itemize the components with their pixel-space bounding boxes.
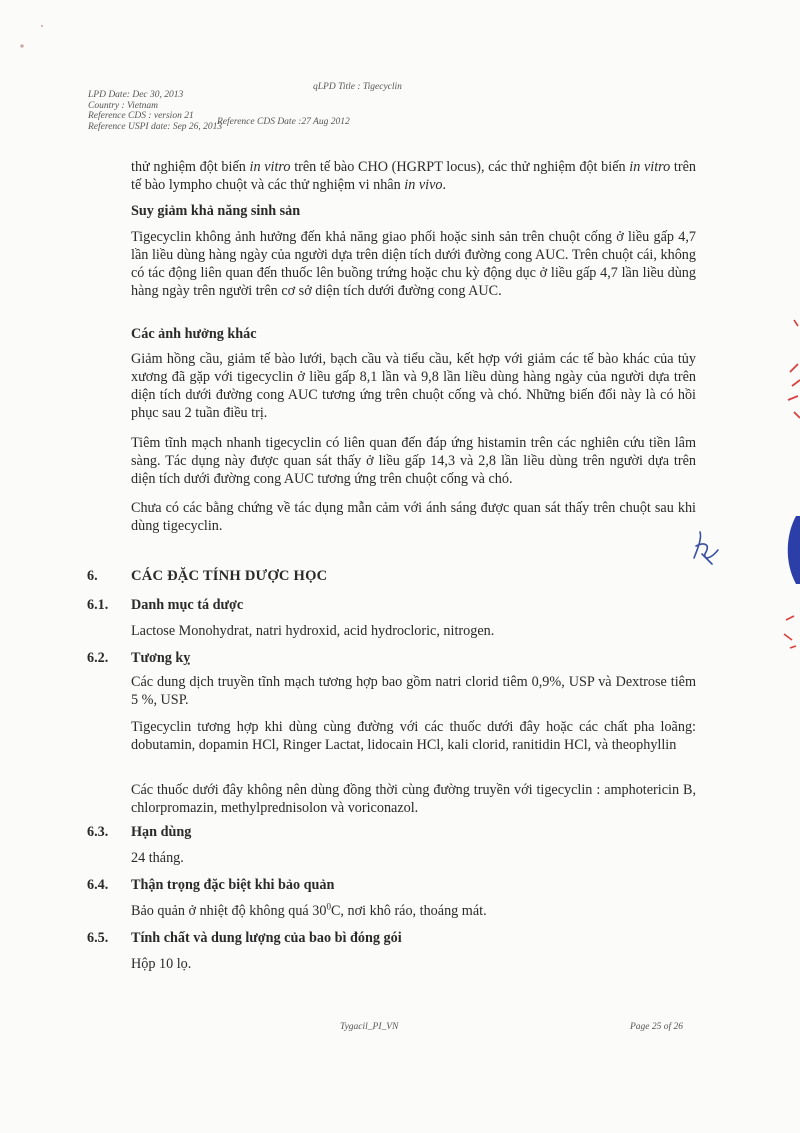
section-6-5-text: Hộp 10 lọ. (131, 956, 192, 972)
other-effects-paragraph-3: Chưa có các bằng chứng về tác dụng mẫn cảm với ánh sáng được quan sát thấy trên chuột sau khi dùng tigecyclin. (131, 500, 696, 534)
header-meta (88, 90, 222, 132)
intro-italic-1: in vitro (249, 159, 291, 175)
storage-text-a: Bảo quản ở nhiệt độ không quá 30 (131, 903, 327, 919)
section-6-2-paragraph-2: Tigecyclin tương hợp khi dùng cùng đường với các thuốc dưới đây hoặc các chất pha loãng: dobutamin, dopamin HCl, Ringer Lactat, lidocain HCl, kali clorid, ranitidin HCl, và theophyllin (131, 719, 696, 753)
intro-text-2: trên tế bào CHO (HGRPT locus), các thử nghiệm đột biến (290, 159, 630, 175)
intro-italic-2: in vitro (629, 159, 671, 175)
scan-speck (0, 0, 60, 60)
section-6-3-number: 6.3. (87, 824, 109, 840)
section-6-number: 6. (87, 568, 98, 584)
section-6-3-text: 24 tháng. (131, 850, 184, 866)
other-effects-paragraph-1: Giảm hồng cầu, giảm tế bào lưới, bạch cầu và tiểu cầu, kết hợp với giảm các tế bào khác của tủy xương đã gặp với tigecyclin ở liều gấp 8,1 lần và 9,8 lần liều dùng hàng ngày của người dựa trên diện tích dưới đường cong AUC tương ứng trên chuột cống và chó. Những biến đổi này là có hồi phục sau 2 tuần điều trị. (131, 351, 696, 421)
intro-italic-3: in vivo (404, 177, 443, 193)
storage-text-b: C, nơi khô ráo, thoáng mát. (330, 903, 487, 919)
section-6-title: CÁC ĐẶC TÍNH DƯỢC HỌC (131, 568, 328, 584)
section-6-5-number: 6.5. (87, 930, 109, 946)
intro-paragraph (131, 158, 696, 194)
lpd-date: LPD Date: Dec 30, 2013 (88, 90, 184, 100)
section-6-2-paragraph-1: Các dung dịch truyền tĩnh mạch tương hợp bao gồm natri clorid tiêm 0,9%, USP và Dextrose tiêm 5 %, USP. (131, 674, 696, 708)
footer-page-number: Page 25 of 26 (630, 1022, 684, 1032)
reference-cds: Reference CDS : version 21 (88, 111, 194, 121)
section-6-2-title: Tương kỵ (131, 650, 191, 666)
section-6-2-number: 6.2. (87, 650, 109, 666)
section-6-2-paragraph-3: Các thuốc dưới đây không nên dùng đồng thời cùng đường truyền với tigecyclin : amphotericin B, chlorpromazin, methylprednisolon và voriconazol. (131, 782, 696, 816)
intro-text-4: . (442, 177, 447, 193)
other-effects-heading: Các ảnh hưởng khác (131, 326, 257, 342)
intro-text-3: trên tế bào lympho chuột và các thử nghiệm vi nhân (131, 159, 696, 193)
section-6-1-text: Lactose Monohydrat, natri hydroxid, acid hydrocloric, nitrogen. (131, 623, 495, 639)
stamp-fragment-marks (760, 300, 800, 670)
other-effects-paragraph-2: Tiêm tĩnh mạch nhanh tigecyclin có liên quan đến đáp ứng histamin trên các nghiên cứu tiền lâm sàng. Tác dụng này được quan sát thấy ở liều gấp 14,3 và 2,8 lần liều dùng trên người dựa trên diện tích dưới đường cong AUC tương ứng trên chuột cống và chó. (131, 435, 696, 487)
section-6-5-title: Tính chất và dung lượng của bao bì đóng gói (131, 930, 402, 946)
storage-degree: 0 (326, 901, 331, 912)
fertility-heading: Suy giảm khả năng sinh sản (131, 203, 301, 219)
section-6-1-number: 6.1. (87, 597, 109, 613)
header-title: qLPD Title : Tigecyclin (313, 82, 402, 92)
reference-cds-date: Reference CDS Date :27 Aug 2012 (217, 117, 350, 127)
fertility-paragraph: Tigecyclin không ảnh hưởng đến khả năng giao phối hoặc sinh sản trên chuột cống ở liều gấp 4,7 lần liều dùng hàng ngày của người dựa trên diện tích dưới đường cong AUC. Trên chuột cái, không có tác động liên quan đến thuốc lên buồng trứng hoặc chu kỳ động dục ở liều gấp 4,7 lần liều dùng hàng ngày trên người trên cơ sở diện tích dưới đường cong AUC. (131, 229, 696, 299)
section-6-3-title: Hạn dùng (131, 824, 192, 840)
section-6-4-text (131, 902, 696, 920)
section-6-4-number: 6.4. (87, 877, 109, 893)
country: Country : Vietnam (88, 100, 159, 111)
footer-doc-name: Tygacil_PI_VN (340, 1022, 399, 1032)
handwritten-initial-signature (688, 528, 724, 568)
section-6-4-title: Thận trọng đặc biệt khi bảo quản (131, 877, 335, 893)
reference-uspi-date: Reference USPI date: Sep 26, 2013 (88, 121, 223, 132)
intro-text-1: thử nghiệm đột biến (131, 159, 250, 175)
section-6-1-title: Danh mục tá dược (131, 597, 244, 613)
